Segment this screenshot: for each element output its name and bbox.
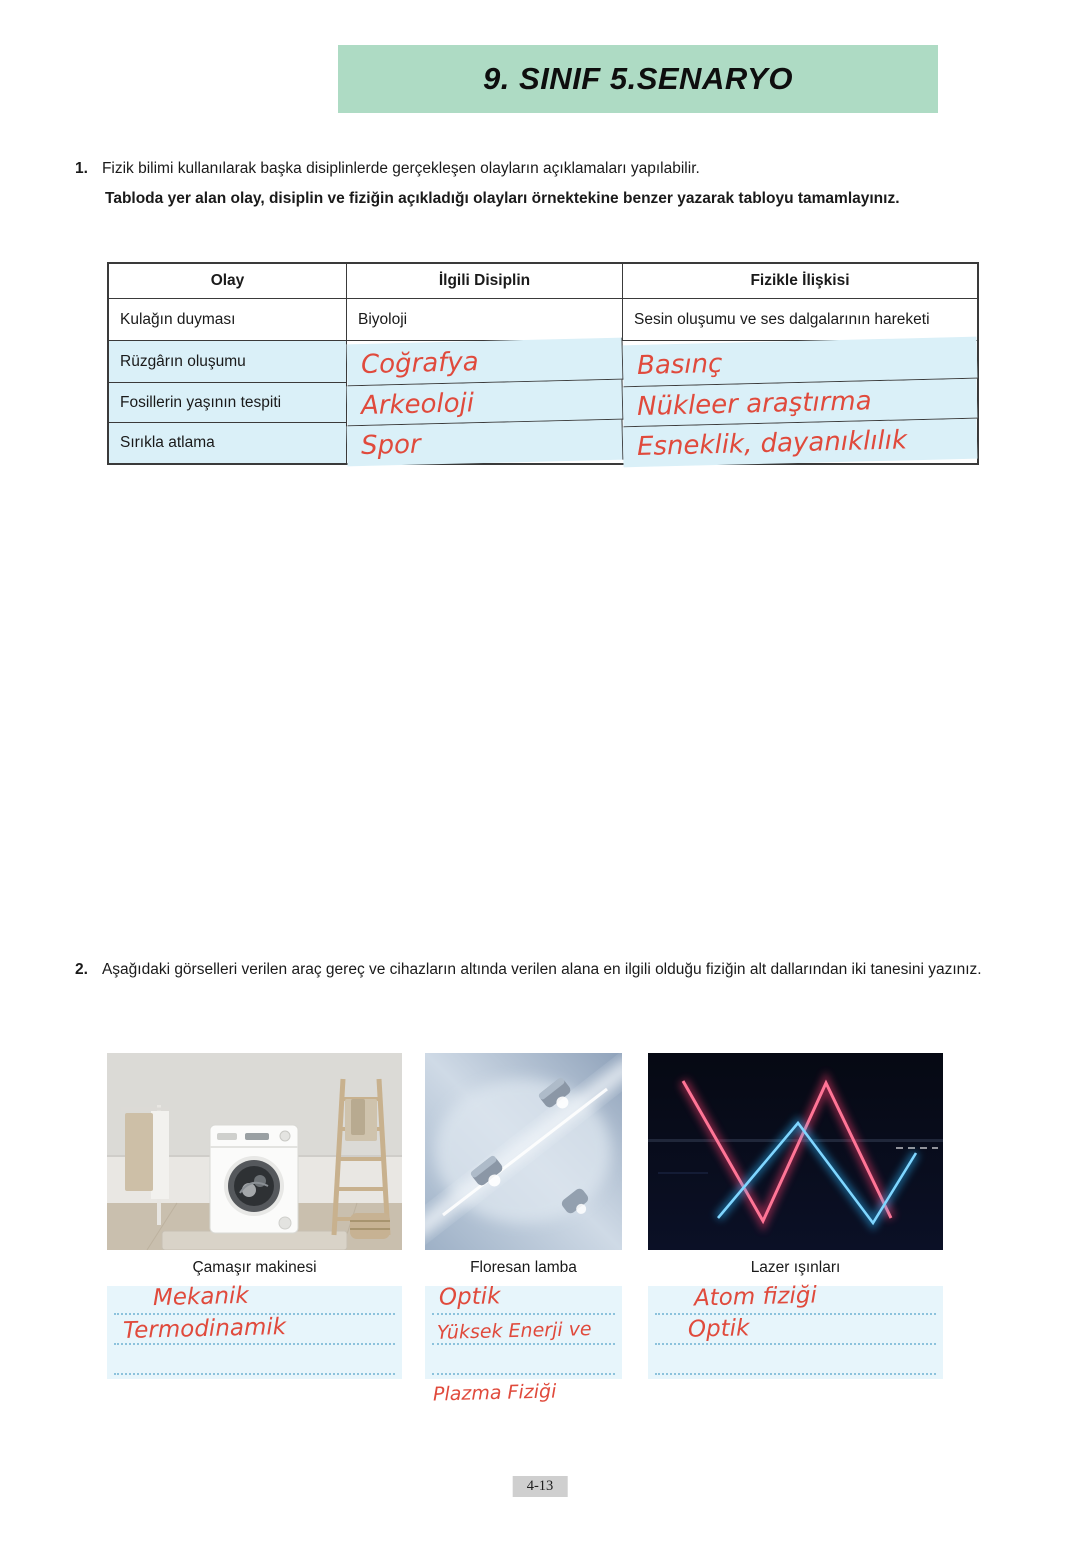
answer-line: [114, 1373, 395, 1375]
page-title: 9. SINIF 5.SENARYO: [483, 61, 793, 96]
fluorescent-lamp-photo: [425, 1053, 622, 1250]
title-banner: [338, 45, 938, 113]
question-2: [75, 958, 990, 981]
washing-machine-photo: [107, 1053, 402, 1250]
caption-fluorescent-lamp: Floresan lamba: [470, 1259, 577, 1276]
table-row-2-olay: Rüzgârın oluşumu: [109, 341, 347, 383]
answer-box-laser-beams: [648, 1282, 943, 1379]
answer-line: [432, 1313, 615, 1315]
question-1-instruction: Tabloda yer alan olay, disiplin ve fiziğin açıkladığı olayları örnektekine benzer yazarak tabloyu tamamlayınız.: [105, 190, 900, 207]
q1-table: [107, 262, 979, 465]
table-row-2-iliski-handwritten: Basınç: [623, 337, 978, 388]
answer-box-washing-machine: [107, 1282, 402, 1379]
table-row-2-disiplin-handwritten: Coğrafya: [347, 338, 624, 387]
caption-washing-machine: Çamaşır makinesi: [192, 1259, 317, 1276]
handwritten-answer: Optik: [687, 1315, 750, 1343]
laser-beams-illustration: [648, 1053, 943, 1250]
table-row-4-olay: Sırıkla atlama: [109, 423, 347, 463]
table-row-1-disiplin: Biyoloji: [347, 299, 623, 341]
washing-machine-illustration: [107, 1053, 402, 1250]
question-1-text: Fizik bilimi kullanılarak başka disiplinlerde gerçekleşen olayların açıklamaları yapılabilir.: [101, 160, 700, 177]
table-row-3-iliski-handwritten: Nükleer araştırma: [623, 379, 978, 428]
question-1: [75, 157, 995, 180]
handwritten-answer: Atom fiziği: [693, 1282, 818, 1312]
laser-beams-photo: [648, 1053, 943, 1250]
handwritten-answer-overflow: Plazma Fiziği: [432, 1380, 557, 1406]
table-row-3-disiplin-handwritten: Arkeoloji: [347, 380, 624, 427]
table-row-1-olay: Kulağın duyması: [109, 299, 347, 341]
table-row-1-iliski: Sesin oluşumu ve ses dalgalarının hareketi: [623, 299, 977, 341]
answer-box-fluorescent-lamp: [425, 1283, 622, 1379]
table-row-3-olay: Fosillerin yaşının tespiti: [109, 383, 347, 423]
table-header-iliski: Fizikle İlişkisi: [623, 264, 977, 299]
handwritten-answer: Mekanik: [152, 1282, 250, 1312]
table-header-olay: Olay: [109, 264, 347, 299]
handwritten-answer: Optik: [438, 1283, 501, 1311]
question-2-number: 2.: [75, 961, 88, 978]
answer-line: [114, 1343, 395, 1345]
question-1-number: 1.: [75, 160, 88, 177]
answer-line: [432, 1373, 615, 1375]
page-number: 4-13: [513, 1476, 568, 1497]
handwritten-answer: Termodinamik: [122, 1314, 287, 1344]
answer-line: [655, 1373, 936, 1375]
answer-line: [655, 1343, 936, 1345]
caption-laser-beams: Lazer ışınları: [750, 1259, 841, 1276]
table-row-4-iliski-handwritten: Esneklik, dayanıklılık: [623, 419, 978, 468]
table-header-disiplin: İlgili Disiplin: [347, 264, 623, 299]
fluorescent-lamp-illustration: [425, 1053, 622, 1250]
handwritten-answer: Yüksek Enerji ve: [436, 1318, 592, 1344]
table-row-4-disiplin-handwritten: Spor: [347, 420, 624, 467]
answer-line: [655, 1313, 936, 1315]
question-2-text: Aşağıdaki görselleri verilen araç gereç ve cihazların altında verilen alana en ilgili olduğu fiziğin alt dallarından iki tanesini yazınız.: [101, 961, 982, 978]
